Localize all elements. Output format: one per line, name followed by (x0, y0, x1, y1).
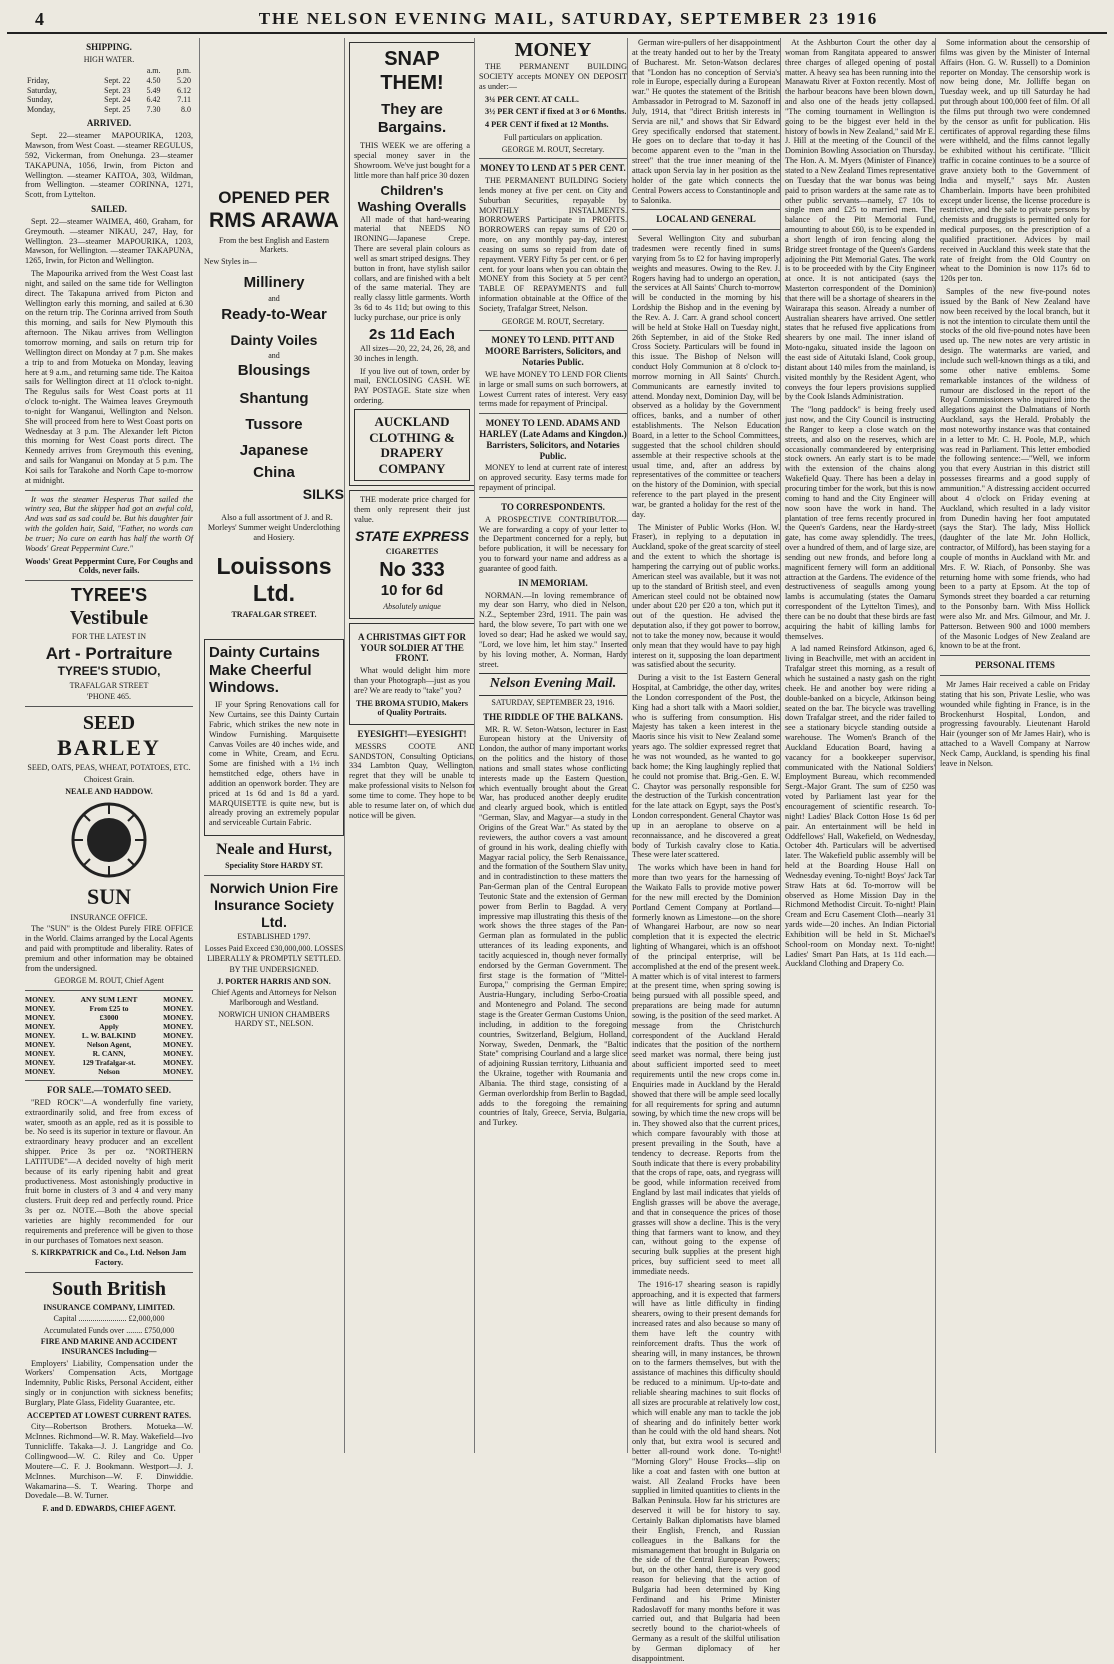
norwich-agent: J. PORTER HARRIS AND SON. (217, 976, 331, 986)
spacer (204, 38, 344, 188)
bargains-title: They are Bargains. (377, 101, 447, 136)
correspondents-text: A PROSPECTIVE CONTRIBUTOR.—We are forwarding a copy of your letter to the Department concerned for a reply, but before publication, it will be necessary for you to forward your name and address as a guarantee of good faith. (479, 514, 627, 573)
sailed-text: Sept. 22—steamer WAIMEA, 460, Graham, for Greymouth. —steamer NIKAU, 247, Hay, for Wellington. 23—steamer MAPOURIKA, 1203, Mawson, for Wellington. —steamer TAKAPUNA, 1265, Irwin, for Picton and Wellington. (25, 216, 193, 266)
divider (940, 655, 1090, 656)
new-styles: New Styles in— (204, 256, 257, 266)
tyree-phone: 'PHONE 465. (86, 692, 132, 702)
sb-rates: ACCEPTED AT LOWEST CURRENT RATES. (27, 1410, 191, 1420)
tide-cell: Monday, (27, 104, 56, 114)
divider (204, 875, 344, 876)
overalls-text: All made of that hard-wearing material that NEEDS NO IRONING—Japanese Crepe. There are several plain colours as well as smart striped designs. They button in front, have stylish sailor collars, and are finished with a belt of the same material. They are really classy little garments. Worth 3s 6d to 4s 11d; but owing to this lucky purchase, our price is only (354, 214, 470, 322)
money-ad-line: From £25 to (89, 1004, 129, 1014)
rout-secretary: GEORGE M. ROUT, Secretary. (501, 144, 605, 154)
tide-cell: 5.49 (146, 85, 161, 95)
norwich-losses: Losses Paid Exceed £30,000,000. LOSSES LIBERALLY & PROMPTLY SETTLED. (204, 943, 344, 963)
tomato-heading: FOR SALE.—TOMATO SEED. (46, 1085, 172, 1096)
money-ad-line: £3000 (99, 1013, 119, 1023)
rate-line: 3½ PER CENT if fixed at 3 or 6 Months. (485, 107, 627, 117)
column-6 (780, 38, 939, 1453)
curtains-title: Dainty Curtains Make Cheerful Windows. (209, 644, 320, 696)
louissons-title: Louissons Ltd. (216, 552, 332, 607)
local-paragraphs: Several Wellington City and suburban tradesmen were recently fined in sums varying from 5s to £2 for having improperly weights and measures. Owing to the Rev. J. Rogers having had to undergo an operation, the services at All Saints' Church to-morrow will be conducted in the morning by his Lordship the Bishop and in the evening by the Rev. A. J. Carr. A grand school concert will be held at Stoke Hall on Tuesday night, 26th September, in aid of the Stoke Red Cross Society. Particulars will be found in this issue. The Bishop of Nelson will conduct Holy Communion at 8 o'clock to-morrow morning in All Saints' Church. Communicants are earnestly invited to attend. Monday next, Dominion Day, will be observed as a holiday by the Government offices, banks, and a number of other establishments. The Nelson Education Board, in a letter to the School Committees, suggested that the school children should assemble at their respective schools at the usual time, and, after an address by representatives of the committee or teachers on the history of the Dominion, with special reference to the part played in the present war, be granted a holiday for the rest of the day. (632, 234, 780, 519)
divider (25, 580, 193, 581)
verse: It was the steamer Hesperus That sailed the wintry sea, But the skipper had got an awful cold, And was sad as sad could be. But his daughter fair with the golden hair, Said, "Father, no words can be truer; No cure on earth has half the worth Of Woods' Great Peppermint Cure." (25, 494, 193, 553)
sun-office: INSURANCE OFFICE. (70, 912, 148, 922)
absolutely-unique: Absolutely unique (383, 602, 441, 612)
tyree-studio: TYREE'S STUDIO, (57, 664, 161, 679)
money-word: MONEY. (163, 1040, 193, 1050)
money-word: MONEY. (25, 1058, 55, 1068)
column-7 (935, 38, 1094, 1453)
money-word: MONEY. (25, 1013, 55, 1023)
memoriam-text: NORMAN.—In loving remembrance of my dear son Harry, who died in Nelson, N.Z., September 23rd, 1911. The pain was hard, the blow severe, To part with one we loved so dear; Had he asked we would say, "Lord, we love him, let him stay." Inserted by his loving mother, A. Norman, Hardy street. (479, 590, 627, 669)
norwich-chief: Chief Agents and Attorneys for Nelson Marlborough and Westland. (211, 988, 337, 1007)
news-paragraphs: Samples of the new five-pound notes issued by the Bank of New Zealand have now been received by the local branch, but it is not the intention to circulate them until the stocks of the old five-pound notes have been used up. The new notes are very artistic in design. The watermarks are varied, and include such well-known things as a tiki, and some other native emblems. Some remarkable instances of the wildness of rumour are disclosed in the report of the Royal Commissioners who inquired into the allegations against the Dalmatians of North Auckland, says the Herald. Probably the most noteworthy instance was that contained in a letter to Mr. C. H. Poole, M.P., which was read in Parliament. This letter embodied the following sentence:—"Well, we inform you that every Austrian in this district still possesses firearms and a good supply of ammunition." A distressing accident occurred about 4 o'clock on Friday evening at Auckland, which resulted in a lady visitor from Dunedin having her foot amputated (says the Star). The lady, Miss Hollick (daughter of the late Mr. John Hollick, contractor, of Milford), has been staying for a couple of months in Auckland with Mr. and Mrs. F. W. Riach, of Ponsonby. She was returning home with some friends, who had been to a party at Epsom. At the top of Symonds street they boarded a car returning to the Ponsonby barn. With Miss Hollick were also Mr. and Mrs. Gilmour, and Mr. J. Patterson. Between 900 and 1000 members of the Masonic Lodges of New Zealand are known to be at the front. (940, 287, 1090, 651)
trafalgar-street: TRAFALGAR STREET. (231, 609, 317, 619)
money-word: MONEY. (25, 1022, 55, 1032)
tide-cell: 6.42 (146, 95, 161, 105)
money-ad-line: R. CANN, (92, 1049, 126, 1059)
divider (479, 330, 627, 331)
divider (479, 158, 627, 159)
tide-row (25, 105, 193, 115)
divider (25, 990, 193, 991)
snap-title: SNAP THEM! (380, 48, 444, 94)
high-water-heading: HIGH WATER. (83, 54, 135, 64)
money-word: MONEY. (163, 1049, 193, 1059)
editorial-date: SATURDAY, SEPTEMBER 23, 1916. (491, 698, 615, 708)
sb-agents: City—Robertson Brothers. Motueka—W. McInnes. Richmond—W. R. May. Wakefield—Ivo Tunnicliffe. Takaka—J. J. Langridge and Co. Collingwood—W. C. Riley and Co. Upper Moutere—C. F. J. Bookmann. Westport—J. J. McInnes. Murchison—W. F. Dinwiddie. Wakamarina—S. T. Wearing. Thorpe and Dovedale—B. W. Turner. (25, 1422, 193, 1501)
local-general-heading: LOCAL AND GENERAL (656, 214, 756, 225)
arrived-heading: ARRIVED. (86, 118, 132, 129)
lend-text: THE PERMANENT BUILDING Society lends money at five per cent. on City and Suburban Securities, repayable by MONTHLY INSTALMENTS. BORROWERS Participate in PROFITS. BORROWERS can repay sums of £20 or more, on any monthly pay-day, interest ceasing on sums so repaid from date of repayment. VERY Fifty 5s per cent. or 6 per cent. for your loans when you can obtain the MONEY from this Society at 5 per cent? TABLE OF REPAYMENTS and full information obtainable at the Office of the Society, Trafalgar Street, Nelson. (479, 176, 627, 314)
overall-sizes: All sizes—20, 22, 24, 26, 28, and 30 inches in length. (354, 343, 470, 363)
personal-text: Mr James Hair received a cable on Friday stating that his son, Private Leslie, who was wounded while fighting in France, is in the Brockenhurst Hospital, London, and progressing favourably. Lieutenant Harold Hair (younger son of Mr James Hair), who is attached to a Wavell Company at Narrow Neck Camp, Auckland, is spending his final leave in Nelson. (940, 680, 1090, 768)
opened-per: OPENED PER (218, 188, 330, 207)
morleys-text: Also a full assortment of J. and R. Morleys' Summer weight Underclothing and Hosiery. (207, 513, 341, 542)
pitt-heading: MONEY TO LEND. PITT AND MOORE Barristers, Solicitors, and Notaries Public. (485, 335, 621, 368)
and-word: and (268, 350, 280, 360)
correspondents-heading: TO CORRESPONDENTS. (501, 501, 605, 512)
local-paragraphs: The 1916-17 shearing season is rapidly approaching, and it is expected that farmers will have as little difficulty in finding shearers, owing to their present demands for increased rates and also because so many of them have left the country with reinforcement drafts. Thus the work of shearing will, in many instances, be thrown on to the farmers themselves, but with the assistance of machines this difficulty should be reduced to a minimum. Up-to-date and reliable shearing machines to suit flocks of all sizes are procurable at relatively low cost, which will enable any man to tackle the job of shearing and do infinitely better work than he could with the old hand shears. Not only that, but extra wool is secured and better all-round work done. To-night! "Morning Glory" House Frocks—slip on like a coat and fasten with one button at waist. All Zealand Frocks have been supplied in limited quantities to clients in the Balkan Peninsula. How far his strictures are deserved it will be for history to say. Certainly Balkan diplomatists have blamed their English, French, and Russian colleagues in the Balkans for the mismanagement that brought in Bulgaria on the side of the Central European Powers; but, on the other hand, there is very good reason for believing that the action of Bulgaria had been determined by King Ferdinand and his Prime Minister Radoslavoff for many months before it was carried out, and that Bulgaria had been secretly bound to the chariot-wheels of Germany as a result of the skilful utilisation by German diplomacy of her disappointment. (632, 1279, 780, 1663)
sailed-heading: SAILED. (91, 204, 127, 215)
christmas-title: A CHRISTMAS GIFT FOR YOUR SOLDIER AT THE FRONT. (357, 631, 467, 664)
christmas-text: What would delight him more than your Photograph—just as you are? We are ready to "take" you? (354, 666, 470, 695)
tide-row (25, 76, 193, 86)
rate-line: 4 PER CENT if fixed at 12 Months. (485, 120, 609, 130)
full-particulars: Full particulars on application. (503, 133, 603, 143)
money-ad-row (25, 1040, 193, 1049)
tide-cell: 5.20 (177, 75, 191, 85)
divider (25, 1080, 193, 1081)
snap-text: THIS WEEK we are offering a special money saver in the Showroom. We've just bought for a little more than half price 30 dozen (354, 141, 470, 180)
money-ad-row (25, 1004, 193, 1013)
nameplate: Nelson Evening Mail. (479, 673, 627, 696)
rout-secretary: GEORGE M. ROUT, Secretary. (501, 316, 605, 326)
shantung: Shantung (239, 390, 309, 408)
money-ad-line: Nelson (98, 1067, 120, 1077)
money-word: MONEY. (163, 1067, 193, 1077)
overalls-title: Children's Washing Overalls (357, 183, 467, 214)
divider (940, 675, 1090, 676)
money-word: MONEY. (25, 995, 55, 1005)
money-word: MONEY. (163, 1022, 193, 1032)
column-3 (344, 38, 479, 1453)
money-word: MONEY. (25, 1040, 55, 1050)
money-text: THE PERMANENT BUILDING SOCIETY accepts MONEY ON DEPOSIT as under:— (479, 62, 627, 91)
tide-cell: 8.0 (181, 104, 191, 114)
money-word: MONEY. (163, 1031, 193, 1041)
money-ad-row (25, 1067, 193, 1076)
tide-row (25, 86, 193, 96)
norwich-title: Norwich Union Fire Insurance Society Ltd. (209, 879, 339, 930)
rate-line: 3¼ PER CENT. AT CALL. (485, 94, 579, 104)
masthead (7, 6, 1107, 34)
tide-cell: Friday, (27, 75, 50, 85)
column-2 (199, 38, 348, 1453)
shipping-news: The Mapourika arrived from the West Coast last night, and sailed on the same tide for Wellington direct. The Takapuna arrived from Picton and Wellington early this morning, and sailed at 6.30 on the return trip. The Corinna arrived from South this morning, and sails for New Plymouth this afternoon. The Nikau arrives from Wellington tomorrow morning, and sails on return trip for Wellington direct on Monday at 7 p.m. She makes a trip to and from Motueka on Monday, leaving here at 9 a.m., and returning same tide. The Kaitoa sails for Wellington direct at 11 o'clock to-night. The Regulus sails for West Coast ports at 11 o'clock to-night. The Waimea leaves Greymouth to-night for Wanganui, Wellington and Nelson. She will proceed from here to West Coast ports on Wednesday at 3 p.m. The Alexander left Picton this morning for West Coast ports direct. The Kennedy arrives from Greymouth this evening, and sails for Wanganui on Monday at 5 p.m. The Koi sails for Tarakohe and North Cape to-morrow at midnight. (25, 269, 193, 485)
ten-for-6d: 10 for 6d (380, 582, 444, 600)
ready-to-wear: Ready-to-Wear (221, 305, 327, 323)
curtains-text: IF your Spring Renovations call for New Curtains, see this Dainty Curtain Fabric, which strikes the new note in Window Furnishing. Marquisette Canvas Voiles are 40 inches wide, and come in White, Cream, and Ecru. Some are finished with a 1½ inch hemstitched edge, others have in addition an openwork border. They are priced at 1s 6d and 1s 8d a yard. MARQUISETTE is quite new, but is already proving an extremely popular and serviceable Curtain Fabric. (209, 700, 339, 828)
tide-row (25, 95, 193, 105)
local-paragraphs: The "long paddock" is being freely used just now, and the City Council is instructing the Ranger to keep a close watch on the streets, and also on the reserves, which are occasionally commandeered by enterprising stock owners. An early start is to be made with the extension of the chains along Wakefield Quay. There has been a delay in procuring timber for the work, but this is now coming to hand and the City Engineer will now soon have the work in hand. The plantation of tree ferns recently procured in the Queen's Gardens, near the Hardy-street gate, has come away splendidly. The trees, over a hundred of them, and of large size, are sending out new fronds, and before long a magnificent fernery will form an additional attraction at the Gardens. The evidence of the destructiveness of seagulls among young lambs is accumulating (states the Oamaru correspondent of the Lyttelton Times), and there can be no doubt that these birds are fast acquiring the habit of killing lambs for themselves. (785, 405, 935, 641)
sb-capital: Capital ........................ £2,000,000 (53, 1314, 165, 1324)
norwich-established: ESTABLISHED 1797. (237, 932, 311, 942)
tide-cell: 7.30 (146, 104, 161, 114)
column-5 (627, 38, 784, 1663)
money-word: MONEY. (25, 1004, 55, 1014)
tide-header: a.m. (146, 66, 161, 76)
tyree-art: Art - Portraiture (45, 644, 173, 664)
tyree-title: TYREE'S (70, 584, 148, 605)
column-4 (474, 38, 631, 1453)
money-ad-line: Nelson Agent, (86, 1040, 132, 1050)
money-word: MONEY. (163, 1058, 193, 1068)
adams-heading: MONEY TO LEND. ADAMS AND HARLEY (Late Adams and Kingdon.) Barristers, Solicitors, and Notaries Public. (479, 418, 627, 461)
state-text: THE moderate price charged for them only represent their just value. (354, 495, 470, 524)
tide-cell: Saturday, (27, 85, 57, 95)
sun-agent: GEORGE M. ROUT, Chief Agent (54, 976, 164, 986)
tomato-text: "RED ROCK"—A wonderfully fine variety, extraordinarily solid, and free from excess of water, smooth as an apple, red as it is possible to be. No seed is its superior in texture or flavour. An extraordinary heavy producer and an excellent shipper. Price 3s per oz. "NORTHERN LATITUDE"—A decided novelty of high merit because of its early ripening habit and great productiveness. Most astonishingly productive in fruit borne in clusters of 3 and 4 and very many clusters. Fruit deep red and perfectly round. Price 3s per oz. NOTE.—Both the above special varieties are highly recommended for our requirements and preference will be given to those in our purchases of Tomatoes next season. (25, 1097, 193, 1245)
neale-hurst: Neale and Hurst, (216, 841, 332, 859)
money-ad-row (25, 1058, 193, 1067)
number-333: No 333 (379, 559, 445, 582)
tide-cell: Sunday, (27, 95, 53, 105)
divider (632, 229, 780, 230)
local-paragraphs: The Minister of Public Works (Hon. W. Fraser), in replying to a deputation in Auckland, spoke of the great scarcity of steel and the extent to which the shortage is hampering the carrying out of public works. American steel was available, but it was not up to the standard of British steel, and even American steel could not be obtained now under about £20 per £20 a ton, which put it out of the question. He advised the deputation also, if they got power to borrow, not to take the money now, because it would only mean that they would have to pay high interest on it, supposing the loan department was satisfied about the security. (632, 522, 780, 670)
sb-funds: Accumulated Funds over ........ £750,000 (43, 1325, 175, 1335)
sb-company: INSURANCE COMPANY, LIMITED. (43, 1302, 175, 1312)
christmas-ad (349, 623, 475, 725)
money-ad-row (25, 1049, 193, 1058)
local-paragraphs: The works which have been in hand for more than two years for the harnessing of the Waikato Falls to provide motive power for the new mill erected by the Dominion Portland Cement Company at Portland—formerly known as Limestone—on the shore of Whangarei Harbour, are now so near completion that it is expected the electric lighting of Whangarei, which is an offshoot of the principal enterprise, will be accomplished at the end of the present week. A matter which is of vital interest to farmers at the present time, when spring sowing is being pursued with all possible speed, and preparations are being made for autumn sowing, is the position of the seed market. A message from the Christchurch correspondent of the Auckland Herald indicates that the position of the northern seed market was normal, there being just about sufficient imported seed to meet requirements until the new crops come in. Enquiries made in Auckland by the Herald showed that there will be ample seed locally for all requirements for spring and autumn sowing, by which time the new crops will be in. They showed also that the current prices, which compare favourably with those at present prevailing in the South, have a tendency to decrease. Reports from the South indicate that there is every probability that the crops of rape, oats, and ryegrass will be good, while information received from England by last mail indicates that yields of English grasses will be above the average, and that in consequence the prices of those grasses will show a decline. This is the very thing that farmers want to know, and they can, without going to the expense of securing bulk supplies at the present high prices, buy sufficient seed to meet all immediate needs. (632, 863, 780, 1276)
tussore: Tussore (245, 416, 303, 434)
money-ad-row (25, 1031, 193, 1040)
and-word: and (268, 294, 280, 304)
money-ad-line: L. W. BALKIND (81, 1031, 137, 1041)
divider (25, 706, 193, 707)
state-express-ad (349, 490, 475, 619)
overall-order: If you live out of town, order by mail, ENCLOSING CASH. WE PAY POSTAGE. State size when ordering. (354, 366, 470, 406)
money-word: MONEY. (163, 1013, 193, 1023)
money-word: MONEY. (163, 995, 193, 1005)
tide-cell: Sept. 22 (104, 75, 131, 85)
south-british-title: South British (52, 1277, 166, 1300)
seed-list: SEED, OATS, PEAS, WHEAT, POTATOES, ETC. (27, 763, 191, 773)
divider (479, 413, 627, 414)
millinery: Millinery (243, 274, 305, 292)
woods-ad: Woods' Great Peppermint Cure, For Coughs and Colds, never fails. (25, 556, 193, 576)
cigarettes: CIGARETTES (385, 546, 439, 556)
money-word: MONEY. (163, 1004, 193, 1014)
tide-cell: Sept. 23 (104, 85, 131, 95)
newspaper-page (7, 6, 1107, 1663)
money-ad-line: 129 Trafalgar-st. (82, 1058, 136, 1068)
dainty-voiles: Dainty Voiles (230, 331, 318, 348)
japanese: Japanese (239, 442, 309, 460)
barley-title: BARLEY (57, 735, 161, 761)
riddle-heading: THE RIDDLE OF THE BALKANS. (483, 711, 623, 722)
seed-title: SEED (82, 712, 136, 735)
neale-hurst-sub: Speciality Store HARDY ST. (225, 861, 323, 871)
tyree-address: TRAFALGAR STREET (69, 680, 149, 690)
money-word: MONEY. (25, 1067, 55, 1077)
article-continued: German wire-pullers of her disappointment at the treaty handed out to her by the Treaty of Bucharest. Mr. Seton-Watson declares that "London has no conception of Servia's role in Europe, especially during a European war." He quotes the statement of the British Ambassador in Petrograd to M. Sazonoff in July, 1914, that "direct British interests in Servia are nil," and shows that Sir Edward Grey specifically endorsed that statement. He goes on to declare that to-day it has become apparent even to the "man in the street" that the true inner meaning of the attack upon Servia lay in her position as the holder of the gate which connects the Central Powers access to Constantinople and to Salonika. (632, 38, 780, 205)
tide-cell: Sept. 25 (104, 104, 131, 114)
riddle-text: MR. R. W. Seton-Watson, lecturer in East European history at the University of London, the author of many important works on the politics and the history of those nations and small states whose conflicting interests made up the Eastern Question, which eventually brought about the Great War, has produced another deeply erudite and clearly argued book, which is entitled "German, Slav, and Magyar—a study in the Origins of the Great War." As stated by the reviewers, the author covers a vast amount of ground in his work, dealing chiefly with Magyar racial policy, the Serb Renaissance, and the formation of the Southern Slav unity, and in contradistinction to these matters the Pan-German plan of the Central European Teutonic State and the extension of German power from Berlin to Bagdad. A very impressive map illustrating this thesis of the work shows the three stages of the Pan-German plan as formulated in the public utterances of its leading exponents, and tacitly acquiesced in, though never formally endorsed by the German Government. The first stage is the formation of "Mittel-Europa," comprising the German Empire; Austria-Hungary, including Serbo-Croatia and Montenegro and Poland. The second stage is the Greater German Customs Union, including, in addition to the foregoing countries, Switzerland, Belgium, Holland, Norway, Sweden, Denmark, the "Baltic State" comprising Courland and a large slice of adjoining Russian territory, Lithuania and the Ukraine, together with Roumania and Albania. The third stage, consisting of a German overlordship from Berlin to Bagdad, adds to the foregoing the remaining countries of Italy, Greece, Servia, Bulgaria, and Turkey. (479, 724, 627, 1128)
arawa-intro: From the best English and Eastern Markets. (219, 235, 329, 255)
money-heading: MONEY (514, 39, 592, 61)
money-word: MONEY. (25, 1049, 55, 1059)
silks: SILKS (302, 486, 344, 503)
norwich-address: NORWICH UNION CHAMBERS HARDY ST., NELSON. (218, 1009, 330, 1029)
money-ad-row (25, 1022, 193, 1031)
blousings: Blousings (237, 362, 311, 380)
neale-haddow: NEALE AND HADDOW. (65, 786, 153, 796)
divider (25, 1272, 193, 1273)
local-paragraphs: A lad named Reinsford Atkinson, aged 6, living in Beachville, met with an accident in Trafalgar street this morning, as a result of which he sustained a nasty gash on the right cheek. He and another boy were riding a double-banked on a bicycle, Atkinson being seated on the bar. The bicycle was travelling down Trafalgar street, and the rider failed to see a stationary bicycle standing outside a warehouse. The Women's Branch of the Auckland Education Board, having a vacancy for a bookkeeper supervisor, communicated with the National Soldiers' Employment Bureau, which recommended Sergt.-Major Grant. The sum of £250 was voted by Parliament last year for the encouragement of scientific research. To-night! Ladies' Black Cotton Hose 1s 6d per pair. An entertainment will be held in Oddfellows' Hall, Wakefield, on Wednesday, October 4th. Particulars will be advertised later. The Wakefield public assembly will be held at the Boarding House Hall on Wednesday evening. To-night! Boys' Jack Tar Straw Hats at 6d. To-morrow will be observed as Home Mission Day in the Richmond Methodist Circuit. To-night! Plain Cream and Ecru Casement Cloth—nearly 31 yards wide—20 inches. An Indian Pictorial Exhibition will be held in St. Michael's School-room on Monday next. To-night! Ladies' Smart Pan Hats, at 1s 11d each.—Auckland Clothing and Drapery Co. (785, 644, 935, 969)
divider (25, 490, 193, 491)
sun-text: The "SUN" is the Oldest Purely FIRE OFFICE in the World. Claims arranged by the Local Agents and paid with promptitude and liberality. Rates of premium and other information may be obtained from the undersigned. (25, 924, 193, 973)
tide-header (25, 66, 82, 76)
page-number: 4 (35, 8, 44, 29)
personal-heading: PERSONAL ITEMS (975, 660, 1055, 671)
snap-ad (349, 42, 475, 486)
sb-text: Employers' Liability, Compensation under the Workers' Compensation Acts, Mortgage Indemnity, Public Risks, Personal Accident, either singly or in conjunction with sickness benefits; Burglary, Plate Glass, Fidelity Guarantee, etc. (25, 1358, 193, 1407)
sun-seal-icon (69, 800, 149, 880)
china: China (253, 464, 295, 482)
sb-lines: FIRE AND MARINE AND ACCIDENT INSURANCES Including— (40, 1337, 178, 1357)
tide-header (82, 66, 133, 76)
local-paragraphs: During a visit to the 1st Eastern General Hospital, at Cambridge, the other day, writes the London correspondent of the Post, the King had a short talk with a Maori soldier, who is suffering from consumption. His Majesty has taken a keen interest in the Maoris since his visit to New Zealand some years ago. The soldier expressed regret that he was not wounded, as he wanted to go back home; the King laughingly replied that he could not promise that. Brig.-Gen. E. W. C. Chaytor was personally responsible for the destruction of the Turkish concentration for the late attack on Egypt, says the Post's London correspondent. General Chaytor was up in an aeroplane to observe on a reconnaissance, and he discovered a great body of Turkish cavalry close to Katia. These were later scattered. (632, 673, 780, 860)
sb-chief-agent: F. and D. EDWARDS, CHIEF AGENT. (42, 1504, 176, 1514)
tide-cell: 7.11 (177, 95, 191, 105)
norwich-by: BY THE UNDERSIGNED. (229, 965, 319, 975)
pitt-text: WE have MONEY TO LEND FOR Clients in large or small sums on such borrowers, at Lowest Current rates of interest. Very easy terms made for repayment of Principal. (479, 369, 627, 409)
tide-cell: 6.12 (177, 85, 191, 95)
state-express: STATE EXPRESS (355, 527, 469, 544)
tide-cell: 4.50 (146, 75, 161, 85)
eyesight-text: MESSRS COOTE AND SANDSTON, Consulting Opticians, 334 Lambton Quay, Wellington, regret that they will be unable to make professional visits to Nelson for some time to come. They hope to be able to resume later on, of which due notice will be given. (349, 741, 475, 820)
news-paragraphs: Some information about the censorship of films was given by the Minister of Internal Affairs (Hon. G. W. Russell) to a Dominion reporter on Monday. The censorship work is now being done, Mr. Jolliffe began on Tuesday week, and up till Saturday he had put through about 100,000 feet of film. Of all the films put through two were condemned by the censor as unfit for publication. His certificates of approval regarding these films were withheld, and the films cannot legally be exhibited without his certificate. "Illicit traffic in cocaine continues to be a source of grave anxiety both to the Government of India and myself," says Mr. Austen Chamberlain. Imports have been prohibited except under license, the license procedure is restrictive, and the sale to private persons by chemists and druggists is permitted only for medical purposes, on the prescription of a qualified practitioner. Advices by mail received in Auckland this week state that the rate of freight from the Old Country on wheat to the Dominion is now 117s 6d to 120s per ton. (940, 38, 1090, 284)
lend-heading: MONEY TO LEND AT 5 PER CENT. (480, 163, 626, 174)
divider (632, 209, 780, 210)
tide-header-row (25, 66, 193, 76)
kirkpatrick: S. KIRKPATRICK and Co., Ltd. Nelson Jam Factory. (31, 1248, 187, 1268)
tide-table (25, 66, 193, 114)
money-ad-line: Apply (99, 1022, 119, 1032)
tyree-for-latest: FOR THE LATEST IN (71, 632, 147, 642)
eyesight-heading: EYESIGHT!—EYESIGHT! (357, 728, 467, 739)
curtains-ad (204, 639, 344, 836)
money-ad-line: ANY SUM LENT (80, 995, 138, 1005)
arrived-text: Sept. 22—steamer MAPOURIKA, 1203, Mawson, from West Coast. —steamer REGULUS, 592, Vickerman, from Onehunga. 23—steamer TAKAPUNA, 1056, Irwin, from Picton and Wellington. —steamer KAITOA, 303, Wildman, from Wellington. —steamer CORINNA, 1271, Scott, from Lyttelton. (25, 131, 193, 200)
broma-studio: THE BROMA STUDIO, Makers of Quality Portraits. (355, 698, 468, 718)
sun-title: SUN (86, 884, 131, 910)
memoriam-heading: IN MEMORIAM. (518, 577, 588, 588)
local-paragraphs: At the Ashburton Court the other day a woman from Rangitata appeared to answer three charges of alleged opening of postal matter. A heavy sea has been running into the Manawatu River at Foxton recently. Most of the harbour beacons have been blown down, and also one of the heads jetty collapsed. "The coming tournament in Wellington is going to be the biggest ever held in the history of bowls in New Zealand," said Mr E. J. Hill at the meeting of the Council of the Dominion Bowling Association on Thursday. The Hon. A. M. Myers (Minister of Finance) stated to a New Zealand Times representative on Tuesday that the war bonus was being paid to prison warders at the same rate as to other public servants—namely, £7 10s to single men and £25 to married men. The balance of the Pitt Memorial Fund, amounting to about £60, is to be expended in a short length of iron fencing along the Bridge street frontage of the Queen's Gardens adjoining the Pitt Memorial Gates. The work is to be proceeded with by the City Engineer at once. It is not anticipated (says the Masterton correspondent of the Dominion) that there will be a shortage of shearers in the Wairarapa this season. Already a number of Australian shearers have arrived. One settler states that he refused five applications from shearers by one mail. The inner island of Moto-ngaku, situated inside the lagoon on the east side of Aitutaki Island, Cook group, distant about 140 miles from the mainland, is visited monthly by the Resident Agent, who conveys the four lepers provisions supplied by the Cook Islands Administration. (785, 38, 935, 402)
tide-cell: Sept. 24 (104, 95, 131, 105)
column-1 (25, 38, 197, 1514)
money-ad-row (25, 995, 193, 1004)
overall-price: 2s 11d Each (369, 325, 455, 343)
shipping-heading: SHIPPING. (86, 42, 132, 52)
masthead-title: THE NELSON EVENING MAIL, SATURDAY, SEPTEMBER 23 1916 (258, 9, 879, 28)
tide-header: p.m. (176, 66, 191, 76)
choicest-grain: Choicest Grain. (83, 775, 135, 785)
tyree-vestibule: Vestibule (69, 607, 149, 630)
auckland-clothing: AUCKLAND CLOTHING & DRAPERY COMPANY (354, 409, 470, 481)
money-word: MONEY. (25, 1031, 55, 1041)
adams-text: MONEY to lend at current rate of interest on approved security. Easy terms made for repayment of principal. (479, 463, 627, 493)
money-ad-row (25, 1013, 193, 1022)
arawa-title: RMS ARAWA (209, 209, 339, 233)
divider (479, 497, 627, 498)
